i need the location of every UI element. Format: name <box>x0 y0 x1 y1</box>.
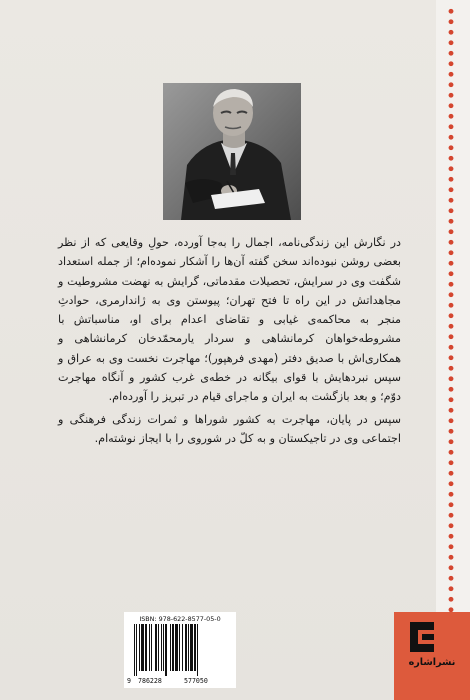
description-text <box>58 233 401 448</box>
barcode-lead-digit: 9 <box>127 677 131 685</box>
paragraph-2: سپس در پایان، مهاجرت به کشور شوراها و ثمرات زندگی فرهنگی و اجتماعی وی در تاجیکستان و به کلّ در شوروی را با ایجاز نوشته‌ام. <box>58 412 401 445</box>
publisher-name: نشراشاره <box>408 657 456 668</box>
author-photo <box>163 83 301 220</box>
barcode-label <box>124 612 236 688</box>
barcode-right-group: 577050 <box>184 677 208 685</box>
publisher-logo-icon <box>404 620 440 654</box>
barcode-bars <box>132 624 228 676</box>
isbn-text: ISBN: 978-622-8577-05-0 <box>139 615 221 623</box>
author-portrait-image <box>163 83 301 220</box>
barcode-left-group: 786228 <box>138 677 162 685</box>
dotted-border <box>447 6 455 612</box>
paragraph-1: در نگارش این زندگی‌نامه، اجمال را به‌جا آورده، حولِ وقایعی که از نظر بعضی روشن نبوده‌اند سخن گفته آن‌ها را آشکار نموده‌ام؛ از جمله استعداد شگفت وی در سرایش، تحصیلات مقدماتی، گرایش به نهضت مشروطیت و مجاهداتش در این راه تا فتح تهران؛ پیوستن وی به ژاندارمری، حوادثِ منجر به محاکمه‌ی غیابی و تقاضای اعدام برای او، مناسباتش با مشروطه‌خواهان کرمانشاهی و سردار یارمحمّدخان کرمانشاهی و همکاری‌اش با صدیق دفتر (مهدی فرهپور)؛ مهاجرت نخست وی به عراق و سپس نبردهایش با قوای بیگانه در خطه‌ی غرب کشور و آنگاه مهاجرت دوّم؛ و بعد بازگشت به ایران و ماجرای قیام در تبریز را آورده‌ام. <box>58 236 401 404</box>
